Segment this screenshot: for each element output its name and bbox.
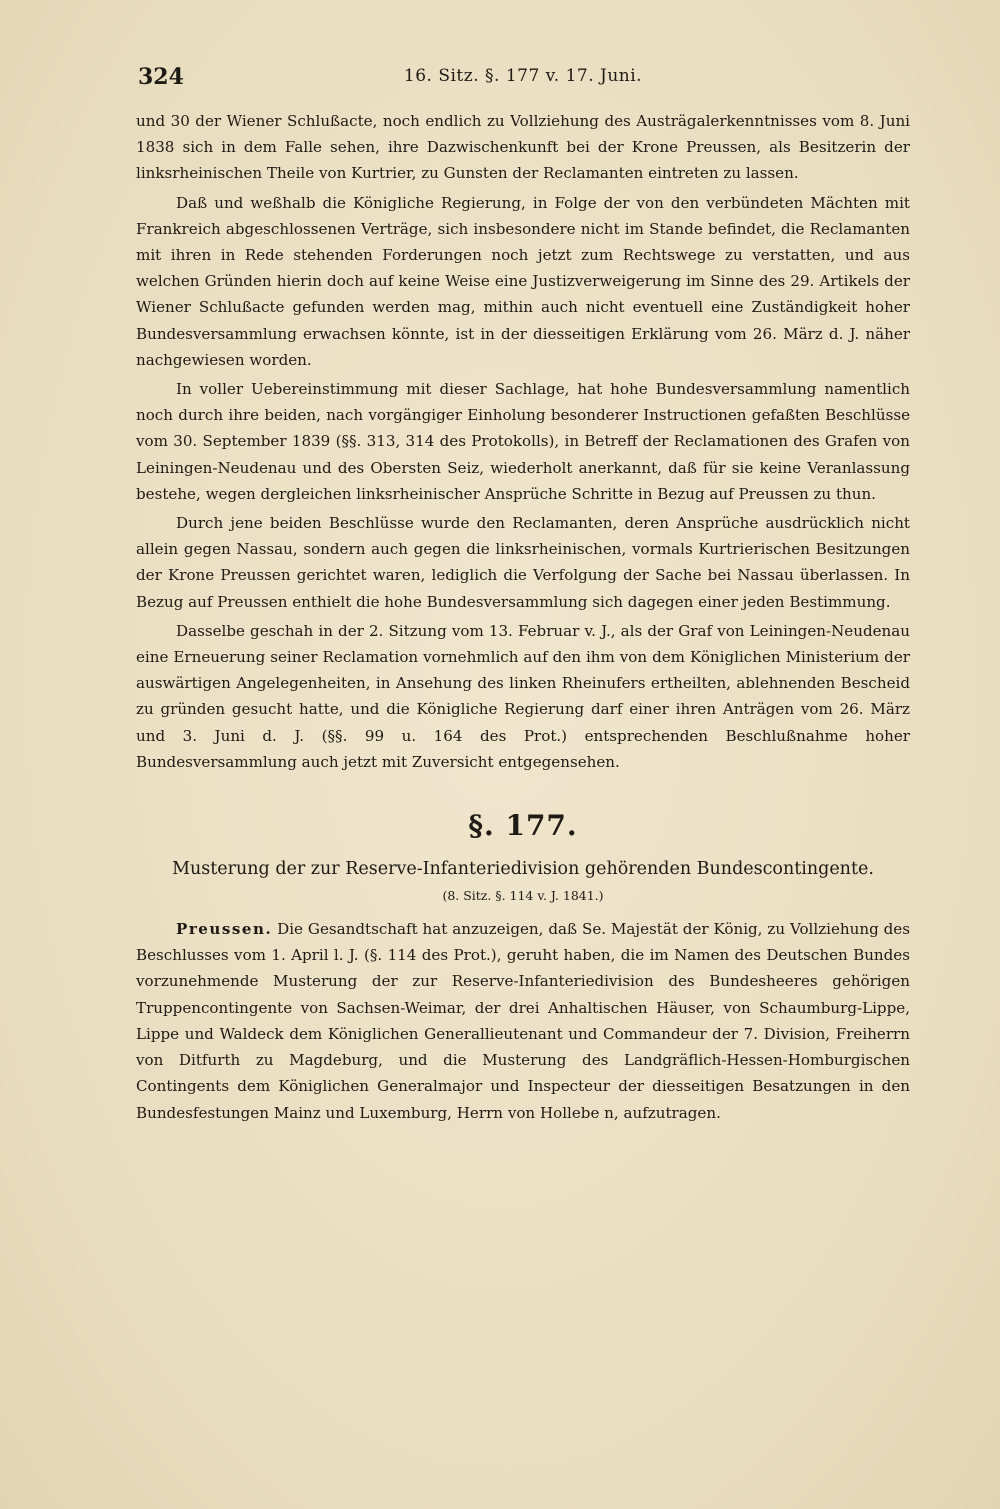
document-page bbox=[136, 62, 910, 1129]
section-title: Musterung der zur Reserve-Infanteriedivision gehörenden Bundescontingente. bbox=[172, 859, 874, 880]
section-mark: §. 177. bbox=[468, 809, 578, 843]
section-lead-word: Preussen. bbox=[176, 920, 273, 939]
section-reference: (8. Sitz. §. 114 v. J. 1841.) bbox=[442, 888, 604, 904]
paragraph: Dasselbe geschah in der 2. Sitzung vom 13. Februar v. J., als der Graf von Leiningen-Neudenau eine Erneuerung seiner Reclamation vornehmlich auf den ihm von dem Königlichen Ministerium der auswärtigen Angelegenheiten, in Ansehung des linken Rheinufers ertheilten, ablehnenden Bescheid zu gründen gesucht hatte, und die Königliche Regierung darf einer ihren Anträgen vom 26. März und 3. Juni d. J. (§§. 99 u. 164 des Prot.) entsprechenden Beschlußnahme hoher Bundesversammlung auch jetzt mit Zuversicht entgegensehen. bbox=[136, 621, 910, 771]
paragraph-continuation: und 30 der Wiener Schlußacte, noch endlich zu Vollziehung des Austrägalerkenntnisses vom 8. Juni 1838 sich in dem Falle sehen, ihre Dazwischenkunft bei der Krone Preussen, als Besitzerin der linksrheinischen Theile von Kurtrier, zu Gunsten der Reclamanten eintreten zu lassen. bbox=[136, 112, 910, 183]
page-header bbox=[136, 62, 910, 96]
running-head: 16. Sitz. §. 177 v. 17. Juni. bbox=[403, 66, 643, 86]
paragraph: Daß und weßhalb die Königliche Regierung, in Folge der von den verbündeten Mächten mit Frankreich abgeschlossenen Verträge, sich insbesondere nicht im Stande befindet, die Reclamanten mit ihren in Rede stehenden Forderungen noch jetzt zum Rechtswege zu verstatten, und aus welchen Gründen hierin doch auf keine Weise eine Justizverweigerung im Sinne des 29. Artikels der Wiener Schlußacte gefunden werden mag, mithin auch nicht eventuell eine Zuständigkeit hoher Bundesversammlung erwachsen könnte, ist in der diesseitigen Erklärung vom 26. März d. J. näher nachgewiesen worden. bbox=[136, 193, 910, 369]
section-177 bbox=[136, 809, 910, 1126]
paragraph: Durch jene beiden Beschlüsse wurde den Reclamanten, deren Ansprüche ausdrücklich nicht allein gegen Nassau, sondern auch gegen die linksrheinischen, vormals Kurtrierischen Besitzungen der Krone Preussen gerichtet waren, lediglich die Verfolgung der Sache bei Nassau überlassen. In Bezug auf Preussen enthielt die hohe Bundesversammlung sich dagegen einer jeden Bestimmung. bbox=[136, 514, 910, 611]
section-body: Die Gesandtschaft hat anzuzeigen, daß Se. Majestät der König, zu Vollziehung des Beschlusses vom 1. April l. J. (§. 114 des Prot.), geruht haben, die im Namen des Deutschen Bundes vorzunehmende Musterung der zur Reserve-Infanteriedivision des Bundesheeres gehörigen Truppencontingente von Sachsen-Weimar, der drei Anhaltischen Häuser, von Schaumburg-Lippe, Lippe und Waldeck dem Königlichen Generallieutenant und Commandeur der 7. Division, Freiherrn von Ditfurth zu Magdeburg, und die Musterung des Landgräflich-Hessen-Homburgischen Contingents dem Königlichen Generalmajor und Inspecteur der diesseitigen Besatzungen in den Bundesfestungen Mainz und Luxemburg, Herrn von Hollebe n, aufzutragen. bbox=[136, 920, 910, 1122]
page-number: 324 bbox=[138, 64, 184, 90]
paragraph: In voller Uebereinstimmung mit dieser Sachlage, hat hohe Bundesversammlung namentlich noch durch ihre beiden, nach vorgängiger Einholung besonderer Instructionen gefaßten Beschlüsse vom 30. September 1839 (§§. 313, 314 des Protokolls), in Betreff der Reclamationen des Grafen von Leiningen-Neudenau und des Obersten Seiz, wiederholt anerkannt, daß für sie keine Veranlassung bestehe, wegen dergleichen linksrheinischer Ansprüche Schritte in Bezug auf Preussen zu thun. bbox=[136, 380, 910, 503]
section-paragraph bbox=[136, 916, 910, 1126]
